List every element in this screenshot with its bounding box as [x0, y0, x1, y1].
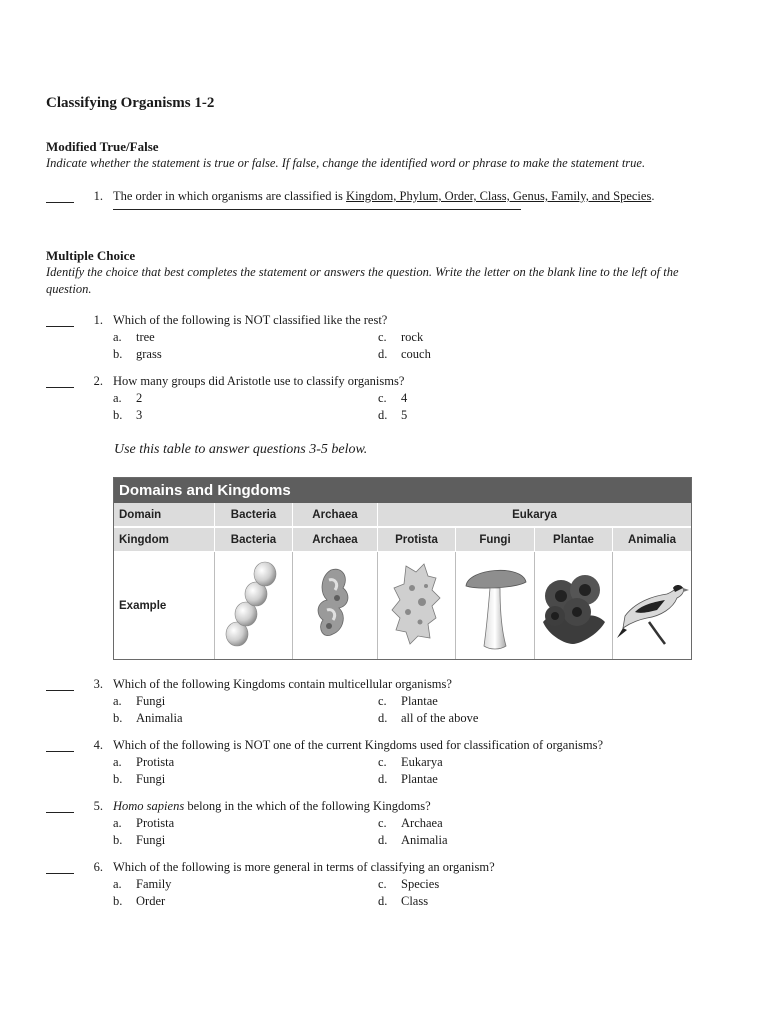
question-text: Which of the following is NOT one of the current Kingdoms used for classification of organisms? — [113, 738, 604, 752]
archaea-illustration — [293, 552, 378, 659]
option-d[interactable] — [378, 408, 407, 423]
option-a[interactable] — [113, 694, 165, 709]
domain-row — [114, 503, 691, 526]
option-text: Species — [401, 877, 440, 891]
example-archaea-cell — [292, 552, 377, 659]
mc-question-6 — [46, 860, 726, 910]
option-letter: a. — [113, 755, 122, 769]
question-text: Which of the following is more general in terms of classifying an organism? — [113, 860, 495, 874]
option-letter: c. — [378, 694, 387, 708]
option-text: 5 — [401, 408, 408, 422]
option-text: Protista — [136, 816, 175, 830]
domains-kingdoms-table — [113, 477, 692, 660]
option-text: couch — [401, 347, 431, 361]
answer-blank[interactable] — [46, 799, 74, 813]
plantae-illustration — [535, 552, 613, 659]
table-note: Use this table to answer questions 3-5 below. — [114, 442, 368, 457]
answer-blank[interactable] — [46, 374, 74, 388]
option-a[interactable] — [113, 877, 171, 892]
option-letter: d. — [378, 894, 388, 908]
option-letter: b. — [113, 347, 123, 361]
option-c[interactable] — [378, 330, 423, 345]
option-text: all of the above — [401, 711, 479, 725]
option-letter: d. — [378, 833, 388, 847]
option-text: Family — [136, 877, 172, 891]
kingdom-protista: Protista — [377, 528, 455, 551]
domain-bacteria: Bacteria — [214, 503, 292, 526]
mc-question-1 — [46, 313, 726, 363]
identified-phrase: Kingdom, Phylum, Order, Class, Genus, Family, and Species — [346, 189, 652, 203]
answer-blank[interactable] — [46, 860, 74, 874]
species-name: Homo sapiens — [113, 799, 185, 813]
kingdom-fungi: Fungi — [455, 528, 534, 551]
kingdom-bacteria: Bacteria — [214, 528, 292, 551]
option-text: 3 — [136, 408, 143, 422]
option-text: Fungi — [136, 694, 166, 708]
option-text: Plantae — [401, 772, 438, 786]
option-b[interactable] — [113, 833, 165, 848]
option-letter: a. — [113, 877, 122, 891]
domain-label: Domain — [119, 508, 162, 521]
question-text — [113, 189, 654, 204]
mc-question-5 — [46, 799, 726, 849]
example-label: Example — [119, 600, 167, 612]
question-number: 4. — [93, 738, 103, 752]
question-text: Which of the following is NOT classified like the rest? — [113, 313, 388, 327]
option-text: Protista — [136, 755, 175, 769]
option-text: Animalia — [136, 711, 183, 725]
option-letter: d. — [378, 408, 388, 422]
question-text-prefix: The order in which organisms are classified is — [113, 189, 347, 203]
option-c[interactable] — [378, 877, 439, 892]
mc-question-4 — [46, 738, 726, 788]
option-letter: a. — [113, 330, 122, 344]
option-letter: c. — [378, 391, 387, 405]
option-letter: d. — [378, 347, 388, 361]
answer-blank[interactable] — [46, 189, 74, 203]
section-heading-true-false: Modified True/False — [46, 139, 159, 154]
tf-question-1 — [46, 189, 726, 225]
option-b[interactable] — [113, 408, 142, 423]
option-c[interactable] — [378, 816, 443, 831]
example-animalia-cell — [612, 552, 691, 659]
option-text: Order — [136, 894, 166, 908]
option-a[interactable] — [113, 816, 174, 831]
option-letter: c. — [378, 755, 387, 769]
option-d[interactable] — [378, 711, 478, 726]
option-text: Archaea — [401, 816, 443, 830]
option-b[interactable] — [113, 347, 162, 362]
option-letter: d. — [378, 711, 388, 725]
option-b[interactable] — [113, 711, 183, 726]
example-plantae-cell — [534, 552, 612, 659]
question-text-rest: belong in the which of the following Kingdoms? — [184, 799, 431, 813]
question-number: 6. — [93, 860, 103, 874]
option-d[interactable] — [378, 347, 431, 362]
option-c[interactable] — [378, 755, 443, 770]
mc-question-2 — [46, 374, 726, 424]
kingdom-plantae: Plantae — [534, 528, 612, 551]
option-text: Eukarya — [401, 755, 443, 769]
domain-eukarya: Eukarya — [377, 503, 691, 526]
correction-line[interactable] — [113, 209, 521, 210]
option-letter: c. — [378, 877, 387, 891]
option-text: tree — [136, 330, 155, 344]
section-instructions-true-false: Indicate whether the statement is true or false. If false, change the identified word or phrase to make the statement true. — [46, 156, 646, 170]
example-fungi-cell — [455, 552, 534, 659]
answer-blank[interactable] — [46, 677, 74, 691]
animalia-illustration — [613, 552, 692, 659]
option-text: Animalia — [401, 833, 448, 847]
option-text: 4 — [401, 391, 408, 405]
kingdom-row — [114, 528, 691, 551]
fungi-illustration — [456, 552, 535, 659]
option-b[interactable] — [113, 772, 165, 787]
option-b[interactable] — [113, 894, 165, 909]
option-text: Fungi — [136, 833, 166, 847]
option-text: Plantae — [401, 694, 438, 708]
section-heading-multiple-choice: Multiple Choice — [46, 248, 136, 263]
question-number: 2. — [93, 374, 103, 388]
kingdom-label: Kingdom — [119, 533, 169, 546]
mc-question-3 — [46, 677, 726, 727]
option-letter: a. — [113, 694, 122, 708]
option-c[interactable] — [378, 694, 438, 709]
option-d[interactable] — [378, 833, 448, 848]
option-letter: b. — [113, 408, 123, 422]
page-title: Classifying Organisms 1-2 — [46, 95, 215, 111]
domain-archaea: Archaea — [292, 503, 377, 526]
bacteria-illustration — [215, 552, 293, 659]
option-letter: b. — [113, 772, 123, 786]
option-letter: a. — [113, 816, 122, 830]
option-text: Fungi — [136, 772, 166, 786]
option-a[interactable] — [113, 755, 174, 770]
example-protista-cell — [377, 552, 455, 659]
kingdom-animalia: Animalia — [612, 528, 691, 551]
option-letter: a. — [113, 391, 122, 405]
answer-blank[interactable] — [46, 738, 74, 752]
option-letter: c. — [378, 816, 387, 830]
option-letter: b. — [113, 711, 123, 725]
question-number: 5. — [93, 799, 103, 813]
example-bacteria-cell — [214, 552, 292, 659]
option-text: rock — [401, 330, 424, 344]
option-d[interactable] — [378, 772, 438, 787]
question-text: Which of the following Kingdoms contain multicellular organisms? — [113, 677, 452, 691]
option-text: Class — [401, 894, 429, 908]
table-title: Domains and Kingdoms — [114, 478, 691, 503]
option-a[interactable] — [113, 391, 142, 406]
kingdom-archaea: Archaea — [292, 528, 377, 551]
protista-illustration — [378, 552, 456, 659]
section-instructions-multiple-choice: Identify the choice that best completes the statement or answers the question. Write the letter on the blank line to the left of the question. — [46, 265, 679, 296]
option-d[interactable] — [378, 894, 428, 909]
option-letter: b. — [113, 894, 123, 908]
question-number: 3. — [93, 677, 103, 691]
option-c[interactable] — [378, 391, 407, 406]
question-text: How many groups did Aristotle use to classify organisms? — [113, 374, 405, 388]
option-letter: c. — [378, 330, 387, 344]
option-letter: d. — [378, 772, 388, 786]
question-text-suffix: . — [651, 189, 655, 203]
answer-blank[interactable] — [46, 313, 74, 327]
option-text: grass — [136, 347, 162, 361]
question-number: 1. — [93, 313, 103, 327]
question-number: 1. — [93, 189, 103, 203]
example-row — [114, 552, 691, 659]
option-letter: b. — [113, 833, 123, 847]
option-text: 2 — [136, 391, 143, 405]
question-text — [113, 799, 431, 814]
option-a[interactable] — [113, 330, 155, 345]
